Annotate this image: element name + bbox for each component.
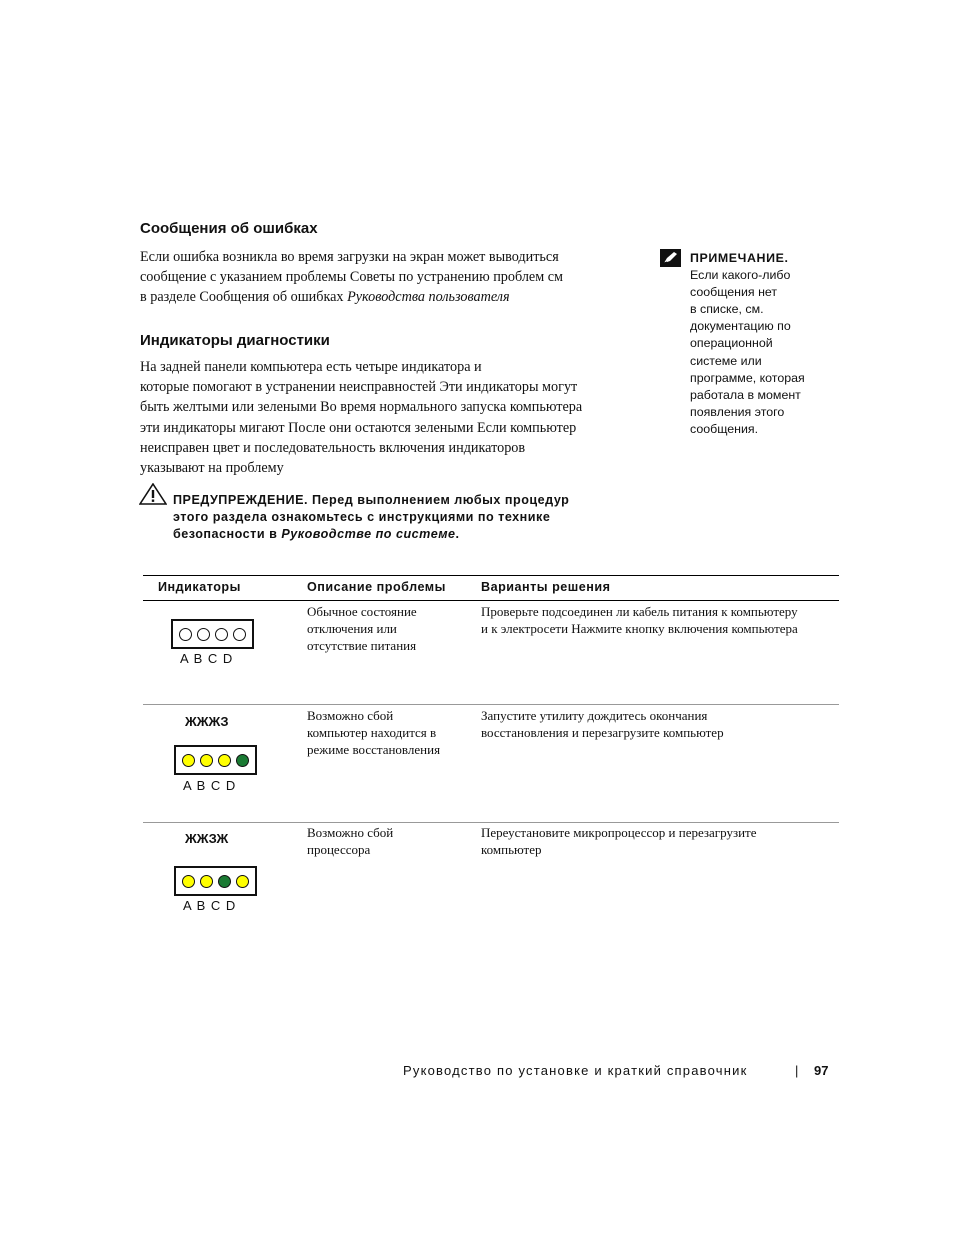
table-header-rule bbox=[143, 600, 839, 601]
led-d bbox=[236, 875, 249, 888]
row-solution: Переустановите микропроцессор и перезагрузите компьютер bbox=[481, 825, 757, 857]
text-line: На задней панели компьютера есть четыре индикатора и bbox=[140, 359, 482, 375]
led-code: ЖЖЖЗ bbox=[185, 714, 229, 729]
text-line: быть желтыми или зелеными Во время нормального запуска компьютера bbox=[140, 399, 583, 416]
note-line: сообщения нет bbox=[690, 285, 778, 300]
led-d bbox=[236, 754, 249, 767]
note-line: Если какого-либо bbox=[690, 268, 791, 283]
led-a bbox=[179, 628, 192, 641]
led-c bbox=[215, 628, 228, 641]
text-line: которые помогают в устранении неисправностей Эти индикаторы могут bbox=[140, 379, 578, 396]
led-letters: A B C D bbox=[180, 651, 233, 666]
column-header-description: Описание проблемы bbox=[307, 580, 446, 594]
led-panel bbox=[171, 619, 254, 649]
text-line: указывают на проблему bbox=[140, 460, 284, 477]
led-letters: A B C D bbox=[183, 778, 236, 793]
row-divider bbox=[143, 822, 839, 823]
row-description: Возможно сбой компьютер находится в режиме восстановления bbox=[307, 708, 441, 757]
led-c bbox=[218, 754, 231, 767]
warning-line: этого раздела ознакомьтесь с инструкциями по технике bbox=[173, 510, 551, 524]
led-panel bbox=[174, 745, 257, 775]
note-line: работала в момент bbox=[690, 387, 801, 402]
led-code: ЖЖЗЖ bbox=[185, 831, 229, 846]
row-description: Обычное состояние отключения или отсутствие питания bbox=[307, 604, 417, 653]
note-line: операционной bbox=[690, 336, 773, 351]
page-number: 97 bbox=[814, 1063, 829, 1078]
section-title-diagnostic-lights: Индикаторы диагностики bbox=[140, 332, 330, 349]
text-line: сообщение с указанием проблемы Советы по устранению проблем см bbox=[140, 269, 564, 286]
led-d bbox=[233, 628, 246, 641]
text-line: в разделе Сообщения об ошибках Руководства пользователя bbox=[140, 289, 510, 306]
led-a bbox=[182, 754, 195, 767]
led-b bbox=[200, 754, 213, 767]
led-c bbox=[218, 875, 231, 888]
note-block: ПРИМЕЧАНИЕ. Если какого-либо сообщения нет в списке, см. документацию по операционной системе или программе, которая работала в момент появления этого сообщения. bbox=[690, 250, 805, 438]
text-line: Если ошибка возникла во время загрузки на экран может выводиться bbox=[140, 249, 559, 265]
note-icon bbox=[660, 249, 681, 267]
warning-label: ПРЕДУПРЕЖДЕНИЕ bbox=[173, 493, 304, 507]
led-panel bbox=[174, 866, 257, 896]
guide-reference: Руководства пользователя bbox=[347, 289, 510, 306]
note-line: появления этого bbox=[690, 404, 785, 419]
page-footer-title: Руководство по установке и краткий справочник bbox=[403, 1063, 748, 1078]
column-header-solution: Варианты решения bbox=[481, 580, 611, 594]
system-guide-reference: Руководстве по системе bbox=[281, 527, 456, 541]
led-b bbox=[200, 875, 213, 888]
text-line: эти индикаторы мигают После они остаются зелеными Если компьютер bbox=[140, 419, 577, 436]
led-b bbox=[197, 628, 210, 641]
warning-block: ПРЕДУПРЕЖДЕНИЕ. Перед выполнением любых процедур этого раздела ознакомьтесь с инструкциями по технике безопасности в Руководстве по системе. bbox=[173, 493, 570, 541]
column-header-indicators: Индикаторы bbox=[158, 580, 241, 594]
note-label: ПРИМЕЧАНИЕ bbox=[690, 251, 785, 265]
section-diagnostic-lights-text bbox=[140, 357, 582, 478]
section-error-messages-text bbox=[140, 247, 563, 308]
note-line: сообщения. bbox=[690, 421, 759, 436]
note-line: документацию по bbox=[690, 319, 791, 334]
text-line: неисправен цвет и последовательность включения индикаторов bbox=[140, 439, 526, 456]
row-description: Возможно сбой процессора bbox=[307, 825, 394, 857]
warning-icon bbox=[139, 483, 167, 505]
section-title-error-messages: Сообщения об ошибках bbox=[140, 220, 318, 237]
led-a bbox=[182, 875, 195, 888]
row-solution: Запустите утилиту дождитесь окончания восстановления и перезагрузите компьютер bbox=[481, 708, 724, 740]
table-top-rule bbox=[143, 575, 839, 576]
note-line: программе, которая bbox=[690, 370, 805, 385]
page-footer-separator: | bbox=[795, 1063, 800, 1078]
note-line: системе или bbox=[690, 353, 762, 368]
row-divider bbox=[143, 704, 839, 705]
led-letters: A B C D bbox=[183, 898, 236, 913]
row-solution: Проверьте подсоединен ли кабель питания к компьютеру и к электросети Нажмите кнопку включения компьютера bbox=[481, 604, 798, 636]
note-line: в списке, см. bbox=[690, 302, 764, 317]
